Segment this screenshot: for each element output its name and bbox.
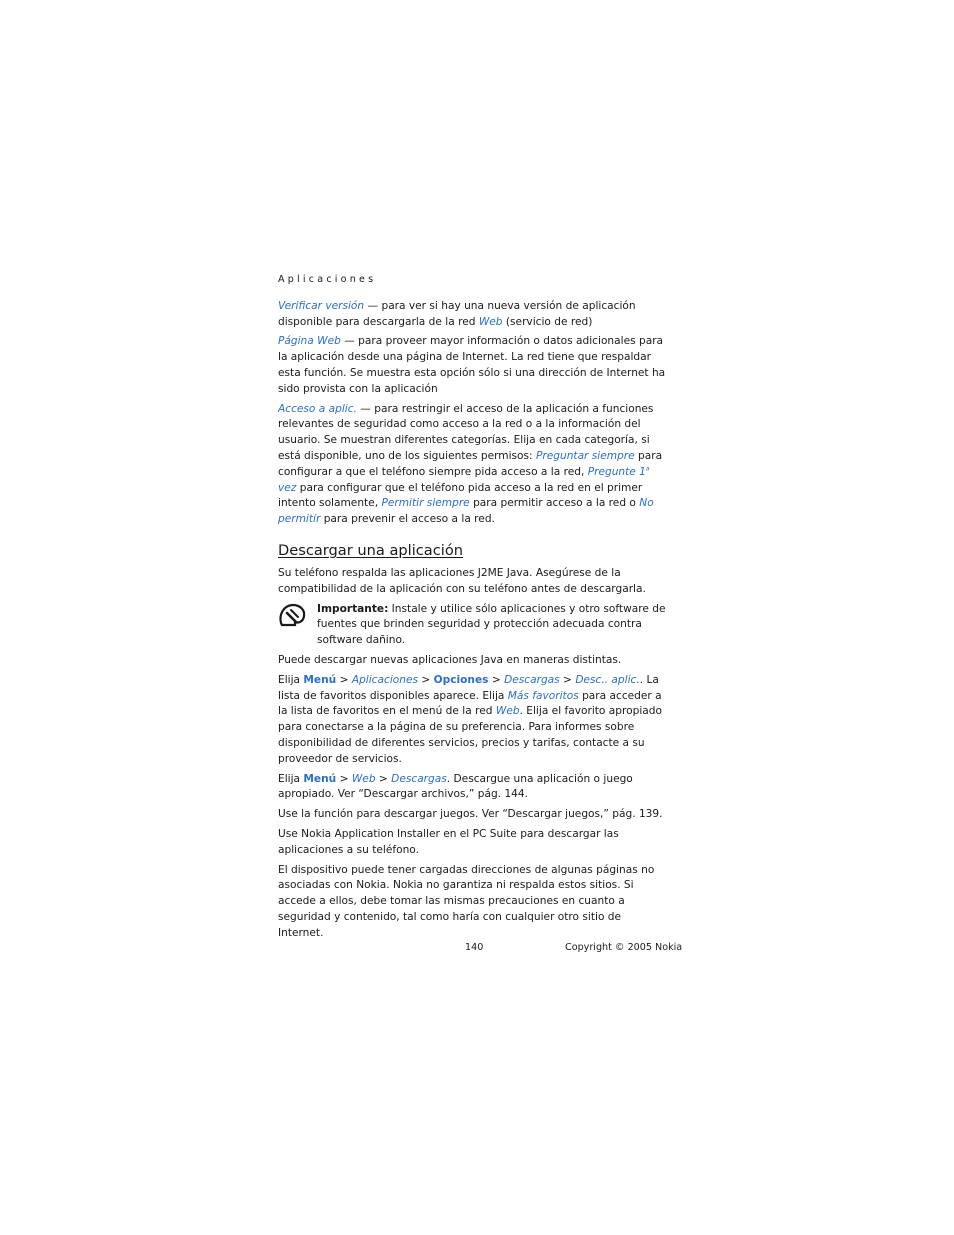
menu-path-menu: Menú: [303, 673, 337, 686]
option-permitir-siempre: Permitir siempre: [381, 497, 470, 510]
page-number: 140: [465, 942, 484, 953]
running-head: Aplicaciones: [278, 274, 377, 285]
paragraph-verificar-version: Verificar versión — para ver si hay una nueva versión de aplicación disponible para descargarla de la red Web (servicio de red): [278, 299, 636, 328]
paragraph-pc-suite: Use Nokia Application Installer en el PC Suite para descargar las aplicaciones a su teléfono.: [278, 827, 619, 856]
menu-path-desc-aplic: Desc.. aplic.: [575, 673, 640, 686]
important-note: Importante: Instale y utilice sólo aplicaciones y otro software de fuentes que brinden seguridad y protección adecuada contra software dañino.: [278, 602, 668, 649]
option-pregunte-1a-vez: Pregunte 1$^a$ vez: [278, 465, 650, 494]
option-preguntar-siempre: Preguntar siempre: [536, 449, 635, 462]
menu-path-web: Web: [351, 772, 376, 785]
page-content: [278, 272, 668, 945]
note-label: Importante:: [317, 602, 389, 615]
term-acceso-aplic: Acceso a aplic.: [278, 402, 357, 415]
paragraph-menu-web: Elija Menú > Web > Descargas. Descargue una aplicación o juego apropiado. Ver “Descargar archivos,” pág. 144.: [278, 772, 633, 801]
menu-path-descargas: Descargas: [391, 772, 447, 785]
menu-path-menu: Menú: [303, 772, 337, 785]
term-verificar-version: Verificar versión: [278, 299, 365, 312]
paragraph-pagina-web: Página Web — para proveer mayor información o datos adicionales para la aplicación desde una página de Internet. La red tiene que respaldar esta función. Se muestra esta opción sólo si una dirección de Internet ha sido provista con la aplicación: [278, 335, 666, 395]
important-hand-icon: [278, 601, 307, 627]
menu-path-opciones: Opciones: [433, 673, 489, 686]
menu-path-descargas: Descargas: [504, 673, 560, 686]
paragraph-j2me: Su teléfono respalda las aplicaciones J2ME Java. Asegúrese de la compatibilidad de la aplicación con su teléfono antes de descargarla.: [278, 566, 646, 595]
copyright: Copyright © 2005 Nokia: [565, 942, 683, 953]
term-web: Web: [478, 315, 503, 328]
paragraph-disclaimer: El dispositivo puede tener cargadas direcciones de algunas páginas no asociadas con Nokia. Nokia no garantiza ni respalda estos sitios. Si accede a ellos, debe tomar las mismas precauciones en cuanto a seguridad y contenido, tal como haría con cualquier otro sitio de Internet.: [278, 863, 655, 939]
menu-path-aplicaciones: Aplicaciones: [351, 673, 419, 686]
term-mas-favoritos: Más favoritos: [507, 689, 579, 702]
paragraph-juegos: Use la función para descargar juegos. Ver “Descargar juegos,” pág. 139.: [278, 808, 663, 821]
term-pagina-web: Página Web: [278, 335, 341, 348]
term-web: Web: [495, 705, 520, 718]
section-heading: Descargar una aplicación: [278, 541, 463, 559]
option-no-permitir: No permitir: [278, 497, 654, 526]
paragraph-maneras: Puede descargar nuevas aplicaciones Java en maneras distintas.: [278, 653, 622, 666]
paragraph-menu-aplicaciones: Elija Menú > Aplicaciones > Opciones > Descargas > Desc.. aplic.. La lista de favoritos disponibles aparece. Elija Más favoritos para acceder a la lista de favoritos en el menú de la red Web. Elija el favorito apropiado para conectarse a la página de su preferencia. Para informes sobre disponibilidad de diferentes servicios, precios y tarifas, contacte a su proveedor de servicios.: [278, 673, 662, 765]
paragraph-acceso-aplic: Acceso a aplic. — para restringir el acceso de la aplicación a funciones relevantes de seguridad como acceso a la red o a la información del usuario. Se muestran diferentes categorías. Elija en cada categoría, si está disponible, uno de los siguientes permisos: Preguntar siempre para configurar a que el teléfono siempre pida acceso a la red, Pregunte 1$^a$ vez para configurar que el teléfono pida acceso a la red en el primer intento solamente, Permitir siempre para permitir acceso a la red o No permitir para prevenir el acceso a la red.: [278, 402, 663, 526]
